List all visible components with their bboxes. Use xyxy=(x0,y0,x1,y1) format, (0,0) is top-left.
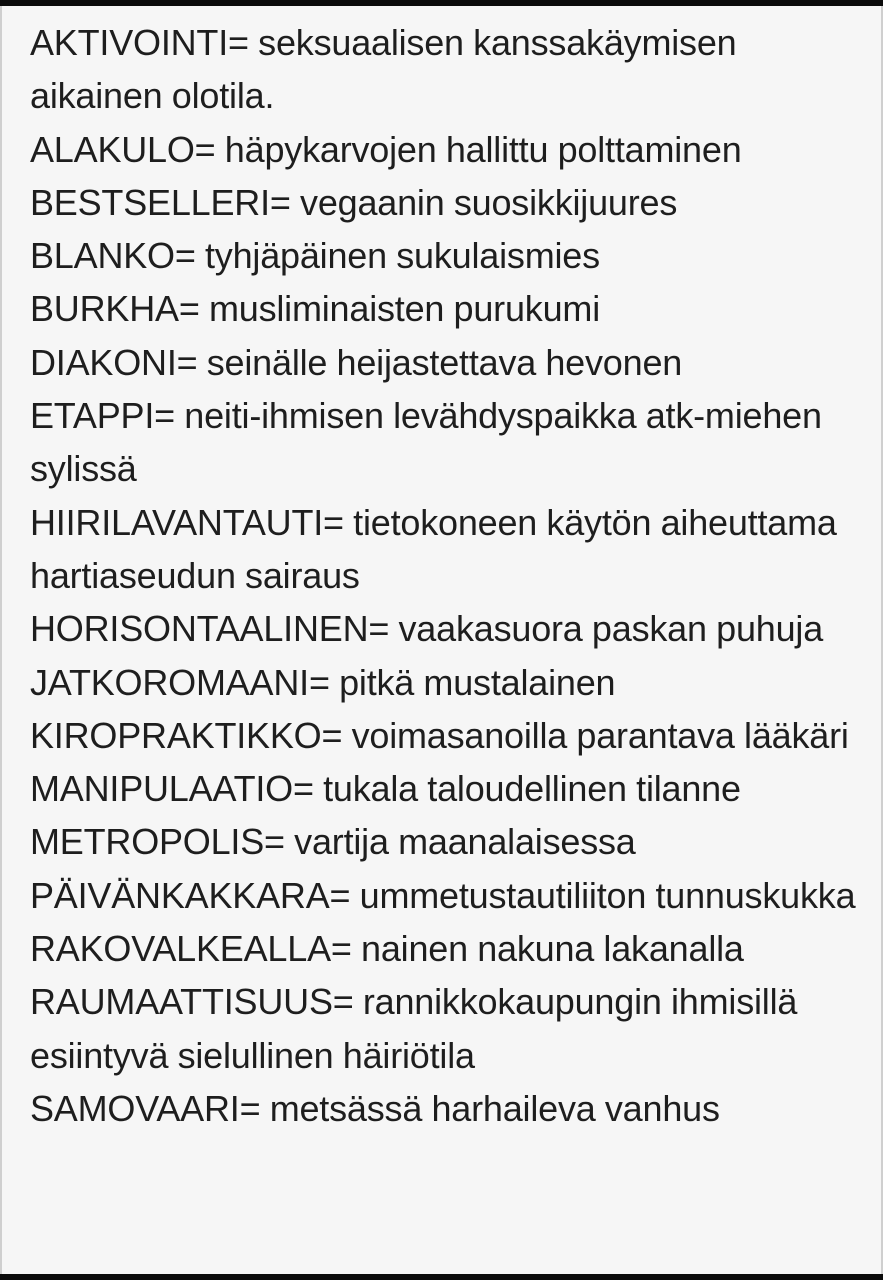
glossary-entry: BLANKO= tyhjäpäinen sukulaismies xyxy=(30,235,600,277)
glossary-entry: RAKOVALKEALLA= nainen nakuna lakanalla xyxy=(30,928,744,970)
glossary-entry: BURKHA= musliminaisten purukumi xyxy=(30,288,600,330)
glossary-entry: MANIPULAATIO= tukala taloudellinen tilanne xyxy=(30,768,741,810)
glossary-entry: HORISONTAALINEN= vaakasuora paskan puhuja xyxy=(30,608,824,650)
glossary-entry: BESTSELLERI= vegaanin suosikkijuures xyxy=(30,181,678,223)
glossary-entry: JATKOROMAANI= pitkä mustalainen xyxy=(30,661,616,703)
glossary-entry: PÄIVÄNKAKKARA= ummetustautiliiton tunnuskukka xyxy=(30,874,856,916)
glossary-entry: METROPOLIS= vartija maanalaisessa xyxy=(30,821,636,863)
glossary-list xyxy=(30,16,861,1135)
glossary-entry: ETAPPI= neiti-ihmisen levähdyspaikka atk-miehen sylissä xyxy=(30,395,822,490)
glossary-entry: DIAKONI= seinälle heijastettava hevonen xyxy=(30,341,683,383)
glossary-entry: HIIRILAVANTAUTI= tietokoneen käytön aiheuttama hartiaseudun sairaus xyxy=(30,501,837,596)
glossary-entry: AKTIVOINTI= seksuaalisen kanssakäymisen aikainen olotila. xyxy=(30,22,737,117)
glossary-entry: ALAKULO= häpykarvojen hallittu polttaminen xyxy=(30,128,742,170)
glossary-entry: RAUMAATTISUUS= rannikkokaupungin ihmisillä esiintyvä sielullinen häiriötila xyxy=(30,981,798,1076)
glossary-entry: KIROPRAKTIKKO= voimasanoilla parantava lääkäri xyxy=(30,714,849,756)
glossary-entry: SAMOVAARI= metsässä harhaileva vanhus xyxy=(30,1087,720,1129)
text-image xyxy=(0,6,883,1274)
